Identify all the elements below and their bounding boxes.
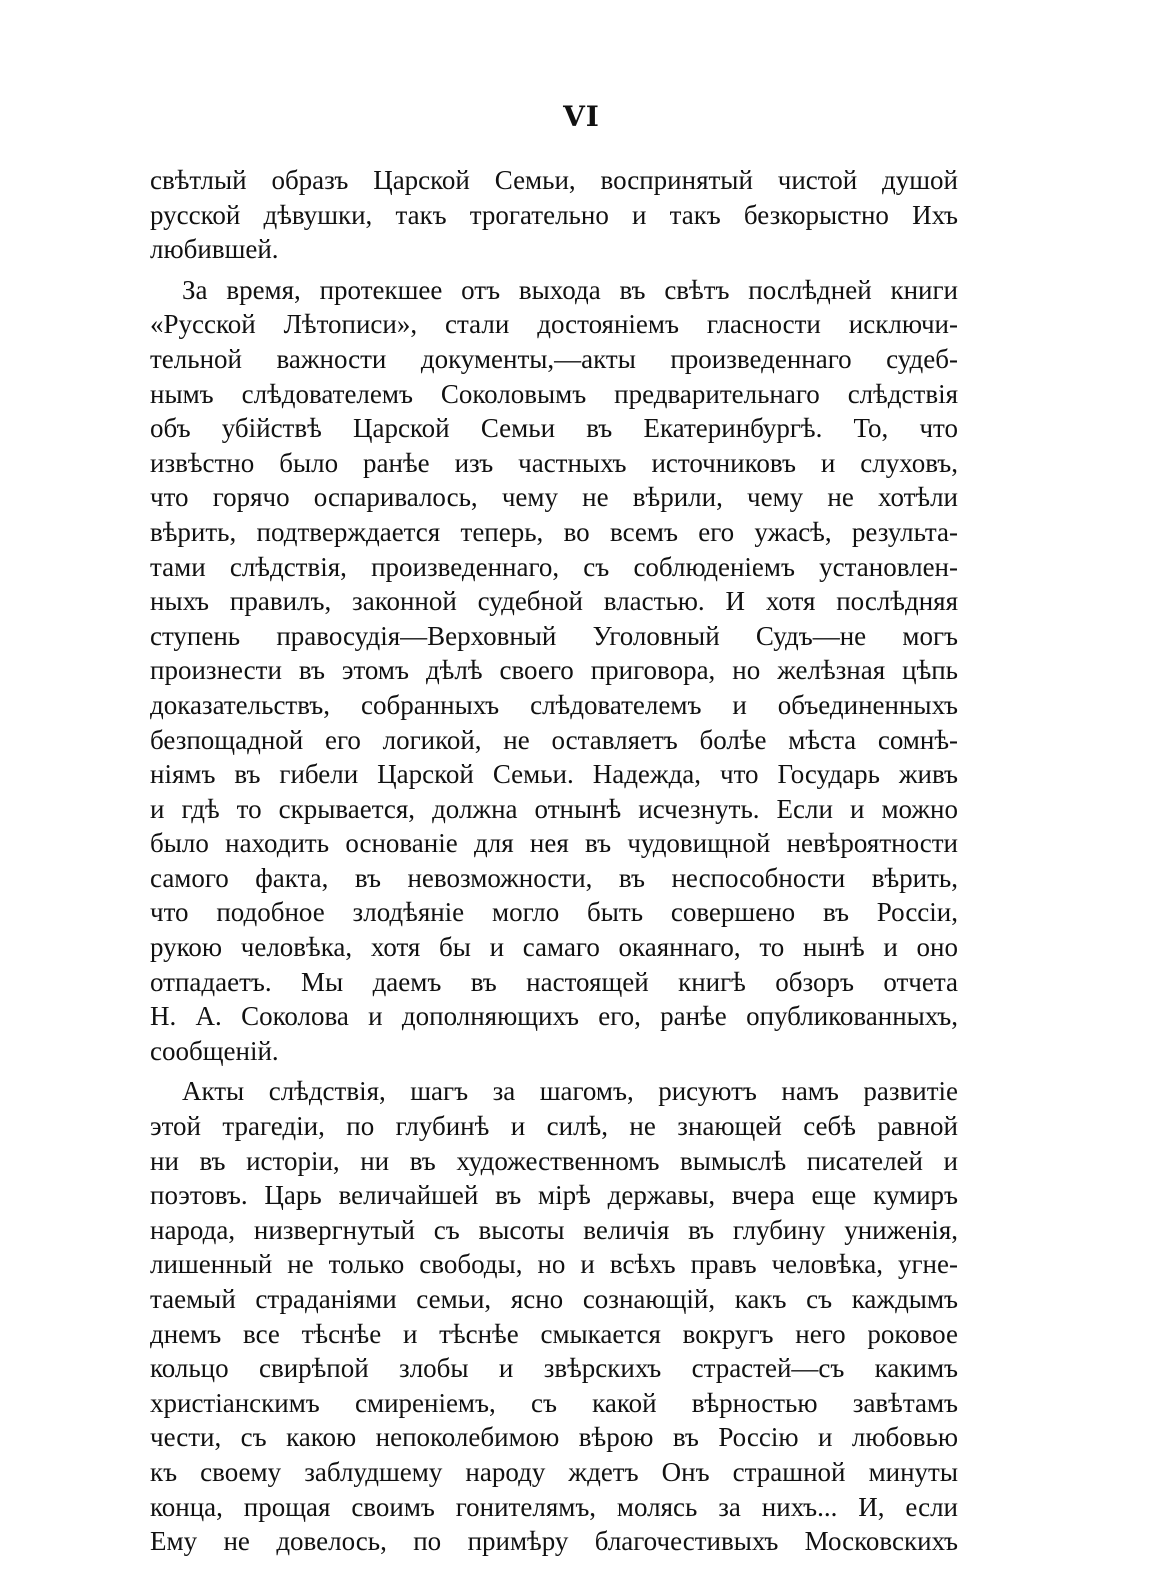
text-line: кольцо свирѣпой злобы и звѣрскихъ страстей—съ какимъ [150,1353,958,1384]
text-line: Ему не довелось, по примѣру благочестивыхъ Московскихъ [150,1526,958,1557]
text-line: конца, прощая своимъ гонителямъ, молясь за нихъ... И, если [150,1491,958,1522]
text-line: «Русской Лѣтописи», стали достояніемъ гласности исключи- [150,309,958,340]
text-line: тельной важности документы,—акты произведеннаго судеб- [150,343,958,374]
text-line: произнести въ этомъ дѣлѣ своего приговора, но желѣзная цѣпь [150,655,958,686]
paragraph [150,273,958,1069]
text-line: русской дѣвушки, такъ трогательно и такъ безкорыстно Ихъ [150,199,958,230]
text-line: рукою человѣка, хотя бы и самаго окаяннаго, то нынѣ и оно [150,932,958,963]
page-number: VI [563,100,600,133]
text-line: За время, протекшее отъ выхода въ свѣтъ послѣдней книги [182,274,958,305]
text-line: сообщеній. [150,1035,279,1066]
text-line: Н. А. Соколова и дополняющихъ его, ранѣе опубликованныхъ, [150,1001,958,1032]
body-text [150,163,958,1559]
text-line: что подобное злодѣяніе могло быть совершено въ Россіи, [150,897,958,928]
text-line: тами слѣдствія, произведеннаго, съ соблюденіемъ установлен- [150,551,958,582]
text-line: ступень правосудія—Верховный Уголовный Судъ—не могъ [150,620,958,651]
text-line: ни въ исторіи, ни въ художественномъ вымыслѣ писателей и [150,1145,958,1176]
text-line: любившей. [150,234,279,265]
text-line: извѣстно было ранѣе изъ частныхъ источниковъ и слуховъ, [150,447,958,478]
text-line: вѣрить, подтверждается теперь, во всемъ его ужасѣ, результа- [150,516,958,547]
text-line: объ убійствѣ Царской Семьи въ Екатеринбургѣ. То, что [150,413,958,444]
text-line: отпадаетъ. Мы даемъ въ настоящей книгѣ обзоръ отчета [150,966,958,997]
text-line: чести, съ какою непоколебимою вѣрою въ Россію и любовью [150,1422,958,1453]
text-line: и гдѣ то скрывается, должна отнынѣ исчезнуть. Если и можно [150,793,958,824]
text-line: было находить основаніе для нея въ чудовищной невѣроятности [150,828,958,859]
text-line: доказательствъ, собранныхъ слѣдователемъ и объединенныхъ [150,689,958,720]
text-line: безпощадной его логикой, не оставляетъ болѣе мѣста сомнѣ- [150,724,958,755]
text-line: самого факта, въ невозможности, въ неспособности вѣрить, [150,862,958,893]
text-line: поэтовъ. Царь величайшей въ мірѣ державы, вчера еще кумиръ [150,1180,958,1211]
text-line: днемъ все тѣснѣе и тѣснѣе смыкается вокругъ него роковое [150,1318,958,1349]
text-line: Акты слѣдствія, шагъ за шагомъ, рисуютъ намъ развитіе [182,1076,958,1107]
text-line: свѣтлый образъ Царской Семьи, воспринятый чистой душой [150,165,958,195]
text-line: этой трагедіи, по глубинѣ и силѣ, не знающей себѣ равной [150,1111,958,1142]
text-line: ніямъ въ гибели Царской Семьи. Надежда, что Государь живъ [150,759,958,790]
text-line: таемый страданіями семьи, ясно сознающій, какъ съ каждымъ [150,1284,958,1314]
text-line: нымъ слѣдователемъ Соколовымъ предварительнаго слѣдствія [150,378,958,409]
paragraph [150,163,958,267]
text-line: народа, низвергнутый съ высоты величія въ глубину униженія, [150,1214,958,1245]
text-line: христіанскимъ смиреніемъ, съ какой вѣрностью завѣтамъ [150,1387,958,1418]
paragraph [150,1074,958,1558]
text-line: къ своему заблудшему народу ждетъ Онъ страшной минуты [150,1456,958,1487]
text-line: что горячо оспаривалось, чему не вѣрили, чему не хотѣли [150,482,958,513]
text-line: ныхъ правилъ, законной судебной властью. И хотя послѣдняя [150,586,958,617]
text-line: лишенный не только свободы, но и всѣхъ правъ человѣка, угне- [150,1249,958,1280]
